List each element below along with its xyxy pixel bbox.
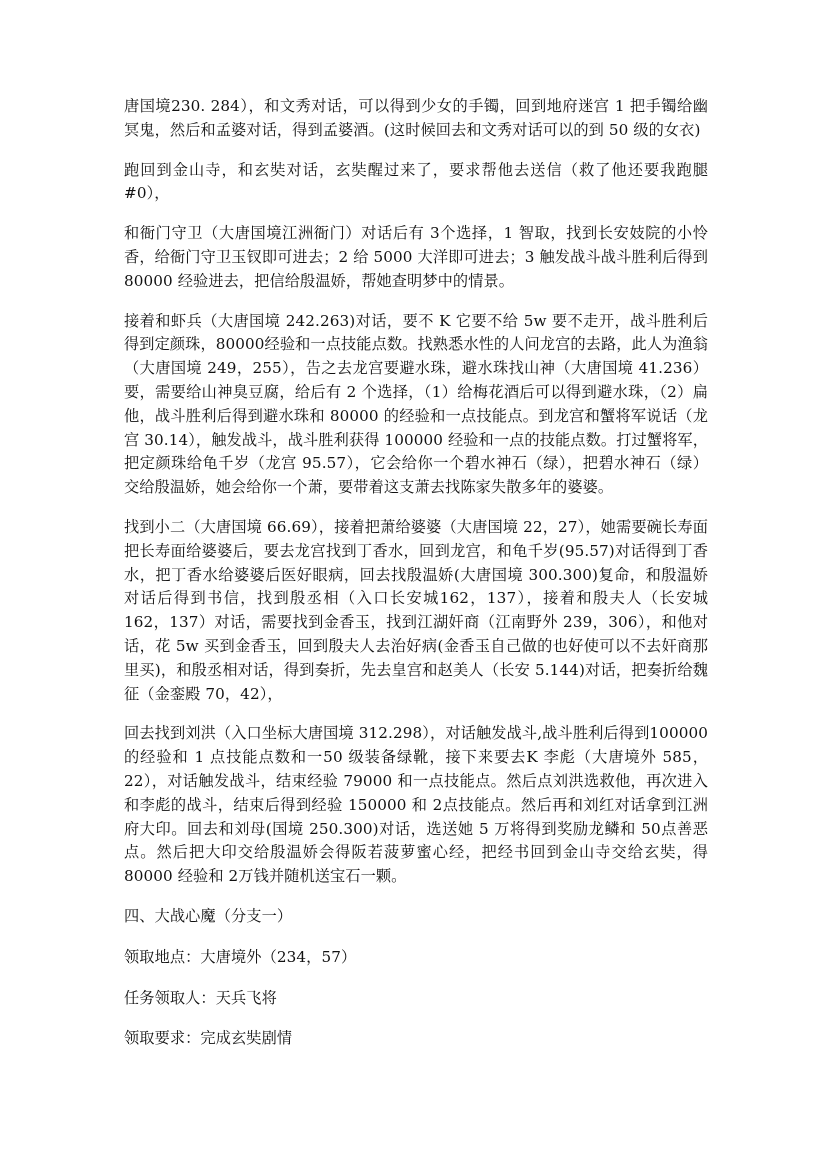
paragraph-shrimp-soldier: 接着和虾兵（大唐国境 242.263)对话，要不 K 它要不给 5w 要不走开，战斗胜利后得到定颜珠，80000经验和一点技能点数。找熟悉水性的人问龙宫的去路，此人为渔翁（大唐国境 249，255），告之去龙宫要避水珠，避水珠找山神（大唐国境 41.236）要，需要给山神臭豆腐，给后有 2 个选择，（1）给梅花酒后可以得到避水珠，（2）扁他，战斗胜利后得到避水珠和 80000 的经验和一点技能点。到龙宫和蟹将军说话（龙宫 30.14），触发战斗，战斗胜利获得 100000 经验和一点的技能点数。打过蟹将军，把定颜珠给龟千岁（龙宫 95.57），它会给你一个碧水神石（绿），把碧水神石（绿）交给殷温娇，她会给你一个萧，要带着这支萧去找陈家失散多年的婆婆。 xyxy=(124,311,708,497)
paragraph-jinshan-temple: 跑回到金山寺，和玄奘对话，玄奘醒过来了，要求帮他去送信（救了他还要我跑腿#0）， xyxy=(124,160,708,203)
document-page xyxy=(124,95,708,1068)
paragraph-liu-hong: 回去找到刘洪（入口坐标大唐国境 312.298），对话触发战斗,战斗胜利后得到100000 的经验和 1 点技能点数和一50 级装备绿靴，接下来要去K 李彪（大唐境外 585，22），对话触发战斗，结束经验 79000 和一点技能点。然后点刘洪选救他，再次进入和李彪的战斗，结束后得到经验 150000 和 2点技能点。然后再和刘红对话拿到江洲府大印。回去和刘母(国境 250.300)对话，选送她 5 万将得到奖励龙鳞和 50点善恶点。然后把大印交给殷温娇会得阪若菠萝蜜心经，把经书回到金山寺交给玄奘，得 80000 经验和 2万钱并随机送宝石一颗。 xyxy=(124,724,708,886)
quest-requirement: 领取要求：完成玄奘剧情 xyxy=(124,1029,293,1048)
section-heading: 四、大战心魔（分支一） xyxy=(124,906,293,925)
paragraph-yamen-guard: 和衙门守卫（大唐国境江洲衙门）对话后有 3个选择，1 智取，找到长安妓院的小怜香，给衙门守卫玉钗即可进去；2 给 5000 大洋即可进去；3 触发战斗战斗胜利后得到 80000 经验进去，把信给殷温娇，帮她查明梦中的情景。 xyxy=(124,224,708,290)
paragraph-xiao-er: 找到小二（大唐国境 66.69），接着把萧给婆婆（大唐国境 22，27），她需要碗长寿面把长寿面给婆婆后，要去龙宫找到丁香水，回到龙宫，和龟千岁(95.57)对话得到丁香水，把丁香水给婆婆后医好眼病，回去找殷温娇(大唐国境 300.300)复命，和殷温娇对话后得到书信，找到殷丞相（入口长安城162，137），接着和殷夫人（长安城 162，137）对话，需要找到金香玉，找到江湖奸商（江南野外 239，306），和他对话，花 5w 买到金香玉，回到殷夫人去治好病(金香玉自己做的也好使可以不去奸商那里买)，和殷丞相对话，得到奏折，先去皇宫和赵美人（长安 5.144)对话，把奏折给魏征（金銮殿 70，42）， xyxy=(124,517,708,703)
quest-location: 领取地点：大唐境外（234，57） xyxy=(124,947,357,966)
quest-giver: 任务领取人：天兵飞将 xyxy=(124,988,277,1007)
paragraph-ghost-bracelet: 唐国境230. 284），和文秀对话，可以得到少女的手镯，回到地府迷宫 1 把手镯给幽冥鬼，然后和孟婆对话，得到孟婆酒。(这时候回去和文秀对话可以的到 50 级的女衣) xyxy=(124,97,708,139)
